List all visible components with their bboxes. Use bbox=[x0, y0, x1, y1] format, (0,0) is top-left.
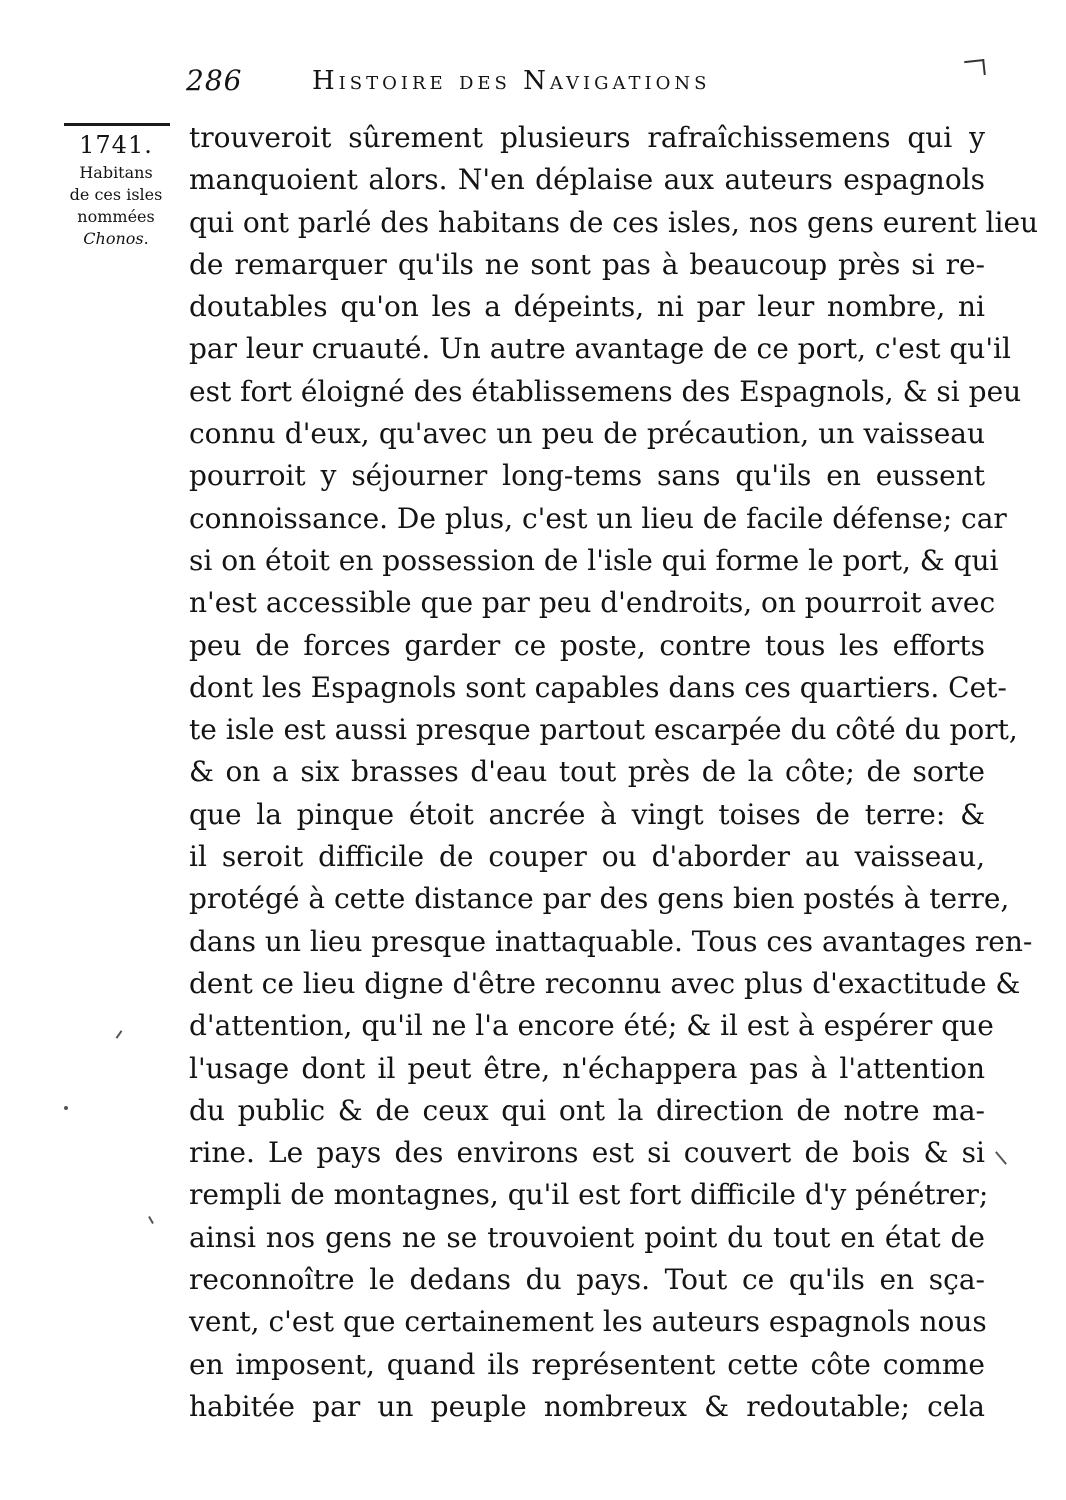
text-line: que la pinque étoit ancrée à vingt toises de terre: & bbox=[189, 797, 985, 831]
margin-note bbox=[46, 128, 186, 250]
text-line: il seroit difficile de couper ou d'aborder au vaisseau, bbox=[189, 840, 985, 874]
body-text bbox=[189, 117, 1039, 1428]
text-line: ainsi nos gens ne se trouvoient point du tout en état de bbox=[189, 1220, 985, 1254]
margin-note-line: de ces isles bbox=[69, 185, 163, 204]
text-line: doutables qu'on les a dépeints, ni par leur nombre, ni bbox=[189, 290, 985, 324]
text-line: d'attention, qu'il ne l'a encore été; & il est à espérer que bbox=[189, 1009, 994, 1043]
text-line: par leur cruauté. Un autre avantage de ce port, c'est qu'il bbox=[189, 332, 1011, 366]
text-line: est fort éloigné des établissemens des Espagnols, & si peu bbox=[189, 374, 1022, 408]
text-line: protégé à cette distance par des gens bien postés à terre, bbox=[189, 882, 1010, 916]
text-line: connoissance. De plus, c'est un lieu de facile défense; car bbox=[189, 501, 1007, 535]
text-line: habitée par un peuple nombreux & redoutable; cela bbox=[189, 1389, 985, 1423]
margin-year: 1741. bbox=[79, 131, 153, 159]
margin-note-line: Chonos. bbox=[83, 229, 149, 248]
text-line: reconnoître le dedans du pays. Tout ce qu'ils en sça- bbox=[189, 1263, 985, 1297]
text-line: manquoient alors. N'en déplaise aux auteurs espagnols bbox=[189, 163, 985, 197]
text-line: dent ce lieu digne d'être reconnu avec plus d'exactitude & bbox=[189, 966, 1021, 1000]
text-line: si on étoit en possession de l'isle qui forme le port, & qui bbox=[189, 543, 999, 577]
text-line: dont les Espagnols sont capables dans ces quartiers. Cet- bbox=[189, 670, 1007, 704]
text-line: l'usage dont il peut être, n'échappera pas à l'attention bbox=[189, 1051, 985, 1085]
running-title: Histoire des Navigations bbox=[312, 66, 711, 96]
margin-rule bbox=[64, 123, 170, 126]
text-line: du public & de ceux qui ont la direction de notre ma- bbox=[189, 1093, 985, 1127]
running-head bbox=[186, 64, 986, 108]
ink-speck bbox=[995, 1151, 1007, 1165]
margin-note-line: nommées bbox=[77, 207, 155, 226]
text-line: de remarquer qu'ils ne sont pas à beaucoup près si re- bbox=[189, 247, 985, 281]
text-line: rine. Le pays des environs est si couvert de bois & si bbox=[189, 1136, 985, 1170]
ink-speck bbox=[116, 1030, 123, 1039]
corner-mark bbox=[964, 59, 986, 77]
text-line: dans un lieu presque inattaquable. Tous ces avantages ren- bbox=[189, 924, 1033, 958]
text-line: en imposent, quand ils représentent cette côte comme bbox=[189, 1347, 985, 1381]
text-line: peu de forces garder ce poste, contre tous les efforts bbox=[189, 628, 985, 662]
text-line: te isle est aussi presque partout escarpée du côté du port, bbox=[189, 713, 1018, 747]
text-line: pourroit y séjourner long-tems sans qu'ils en eussent bbox=[189, 459, 985, 493]
ink-speck bbox=[64, 1106, 68, 1110]
text-line: vent, c'est que certainement les auteurs espagnols nous bbox=[189, 1305, 987, 1339]
text-line: rempli de montagnes, qu'il est fort difficile d'y pénétrer; bbox=[189, 1178, 989, 1212]
ink-speck bbox=[148, 1216, 154, 1224]
text-line: & on a six brasses d'eau tout près de la côte; de sorte bbox=[189, 755, 985, 789]
page-number: 286 bbox=[186, 64, 243, 97]
text-line: n'est accessible que par peu d'endroits, on pourroit avec bbox=[189, 586, 996, 620]
text-line: qui ont parlé des habitans de ces isles, nos gens eurent lieu bbox=[189, 205, 1039, 239]
margin-note-line: Habitans bbox=[79, 163, 153, 182]
text-line: connu d'eux, qu'avec un peu de précaution, un vaisseau bbox=[189, 417, 985, 451]
text-line: trouveroit sûrement plusieurs rafraîchissemens qui y bbox=[189, 121, 985, 154]
